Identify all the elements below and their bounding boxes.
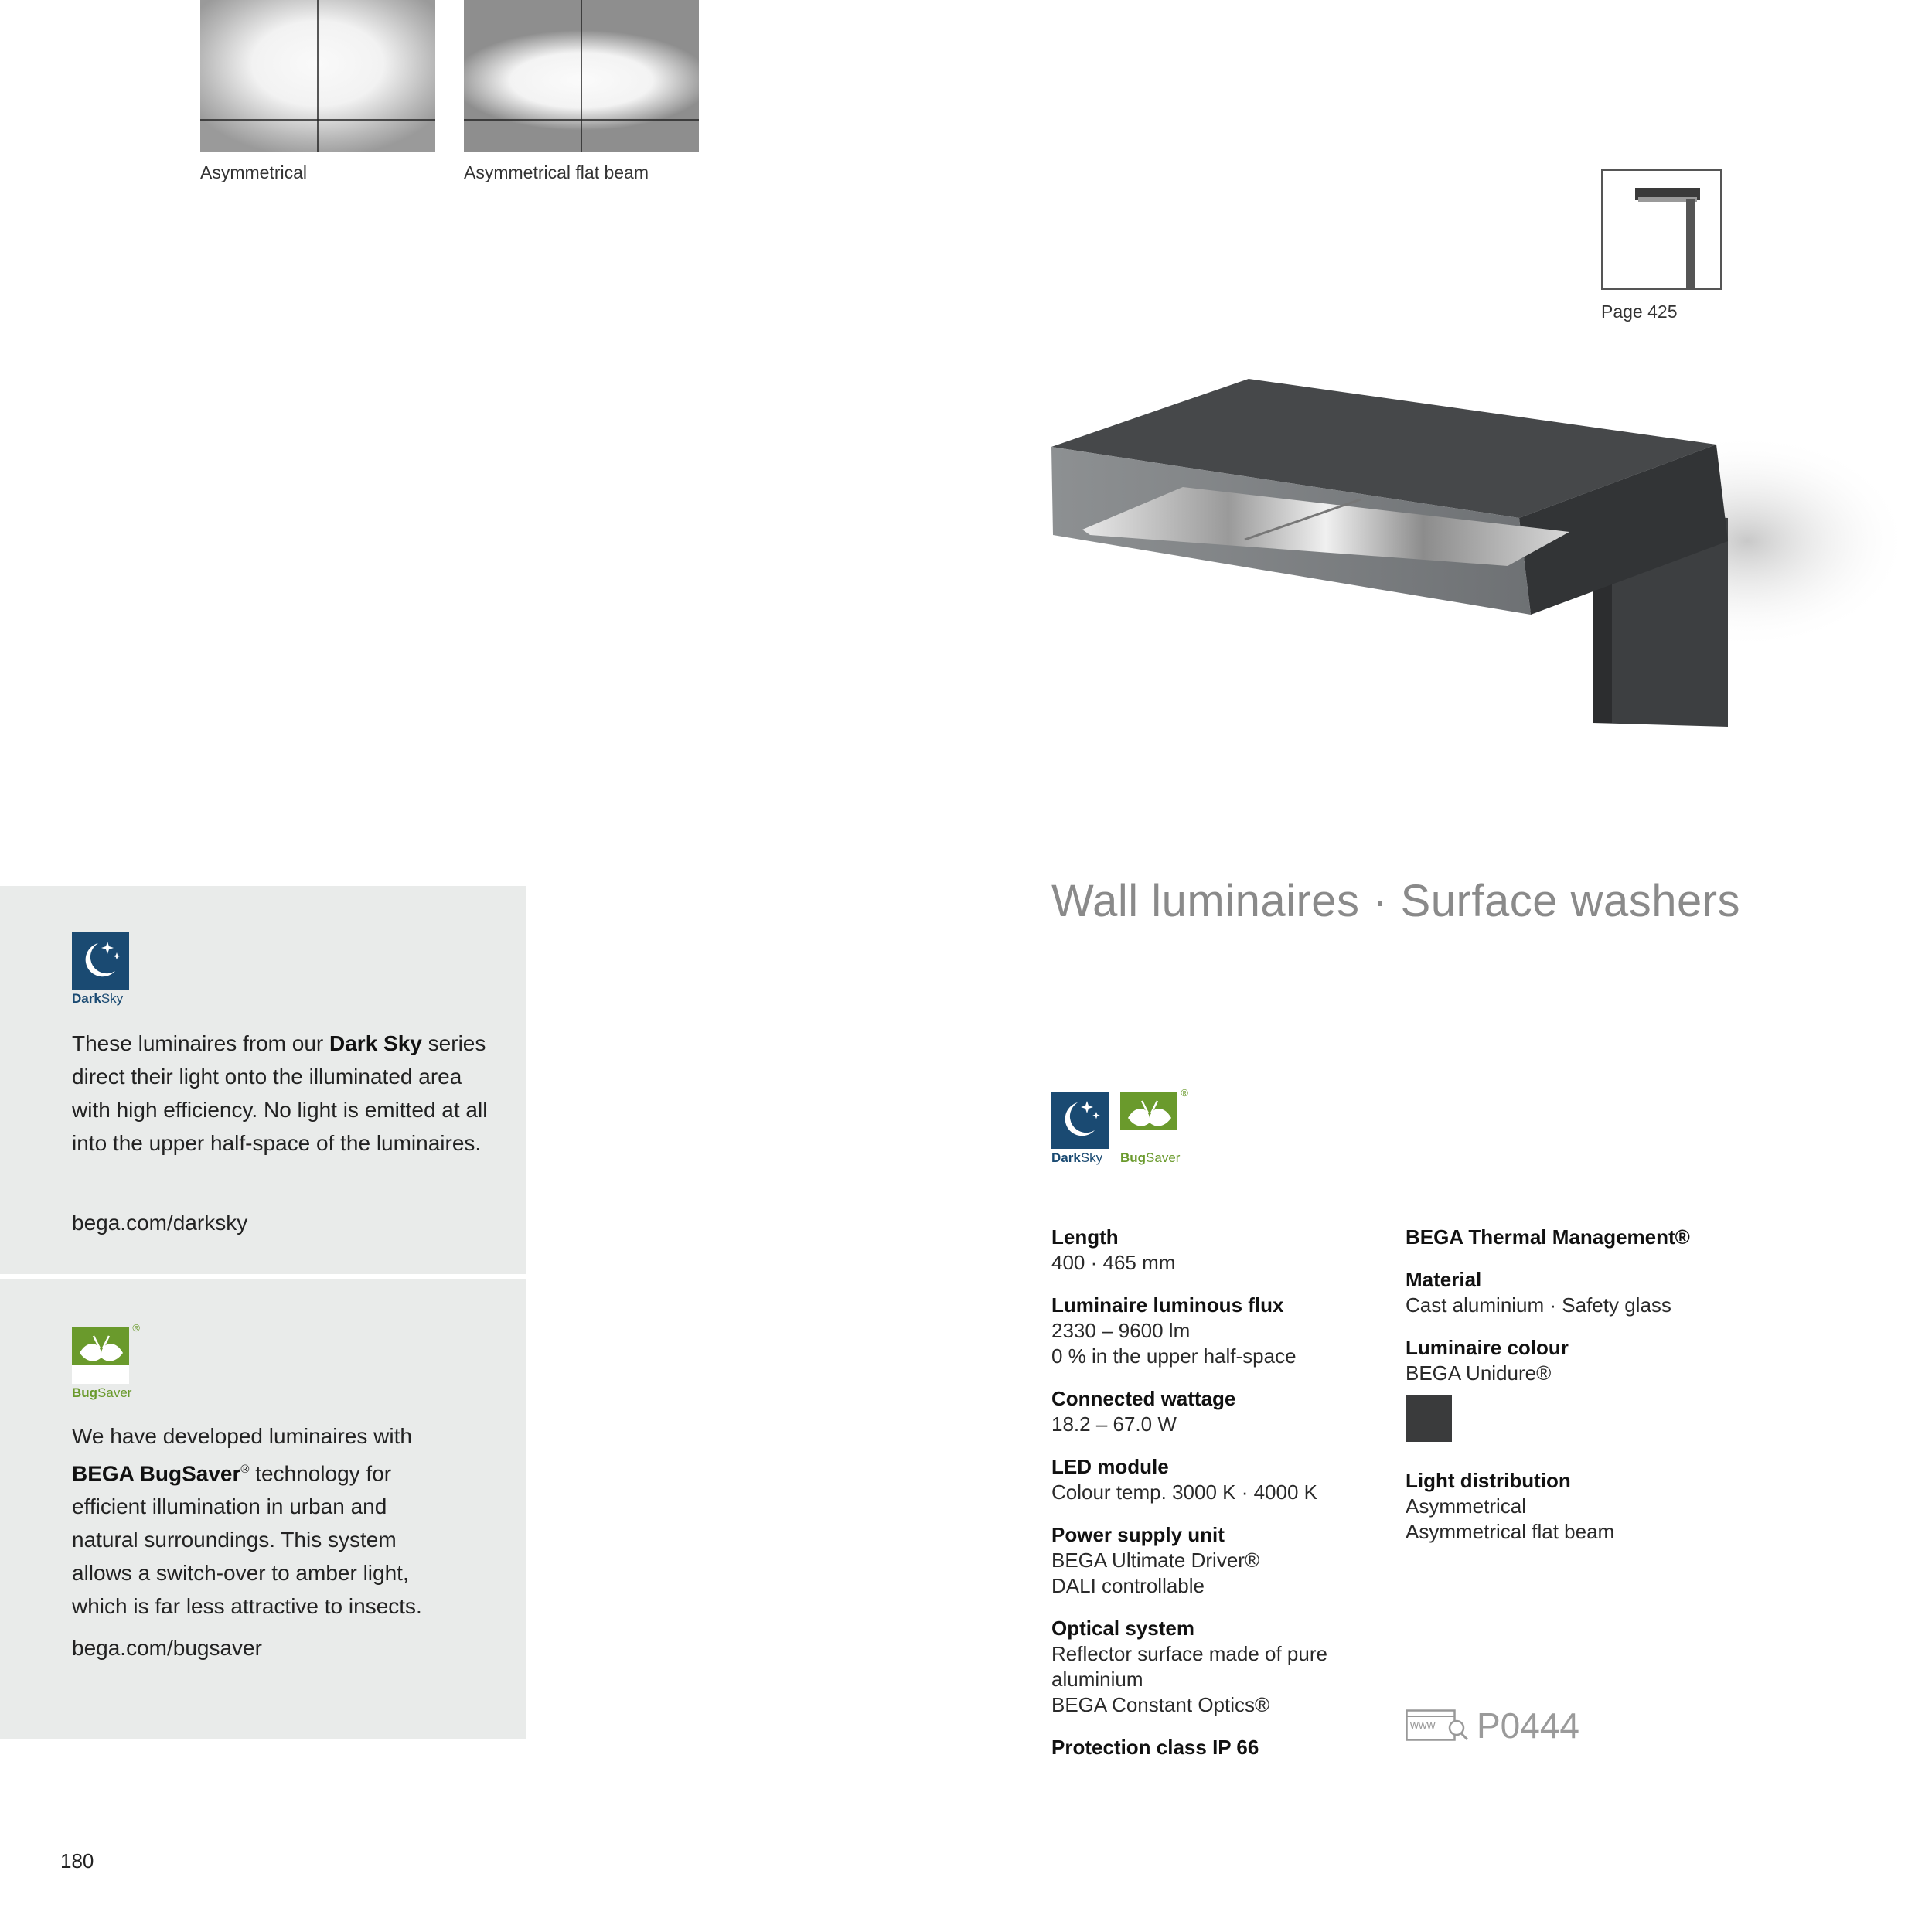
bugsaver-description: We have developed luminaires with BEGA BugSaver® technology for efficient illumination in urban and natural surroundings. This system allows a switch-over to amber light, which is far less attractive to insects. [72, 1424, 422, 1619]
product-code-link[interactable] [1406, 1705, 1579, 1746]
product-photo [1036, 363, 1932, 750]
page-heading: Wall luminaires · Surface washers [1051, 876, 1741, 926]
spec-luminous-flux: Luminaire luminous flux 2330 – 9600 lm 0 % in the upper half-space [1051, 1293, 1297, 1368]
darksky-panel-word2: Sky [101, 991, 124, 1006]
darksky-description: These luminaires from our Dark Sky series direct their light onto the illuminated area with high efficiency. No light is emitted at all into the upper half-space of the luminaires. [72, 1031, 488, 1155]
distribution-asymmetrical-label: Asymmetrical [200, 162, 308, 182]
www-label: www [1410, 1719, 1436, 1732]
bollard-luminaire-icon [1603, 171, 1720, 288]
reference-page-label: Page 425 [1601, 302, 1678, 322]
spec-thermal-management: BEGA Thermal Management® [1406, 1225, 1690, 1249]
bugsaver-badge [1120, 1087, 1188, 1166]
distribution-flat-beam-image [464, 0, 699, 152]
spec-material: Material Cast aluminium · Safety glass [1406, 1268, 1671, 1317]
darksky-panel-word1: Dark [72, 991, 101, 1006]
spec-optical-system: Optical system Reflector surface made of pure aluminium BEGA Constant Optics® [1051, 1617, 1327, 1716]
distribution-flat-beam-label: Asymmetrical flat beam [464, 162, 649, 182]
specs-left-column [1051, 1225, 1384, 1777]
page-number: 180 [60, 1849, 94, 1872]
moth-icon [1120, 1087, 1188, 1149]
product-code: P0444 [1477, 1705, 1580, 1746]
bugsaver-panel-mark: ® [132, 1322, 140, 1334]
bugsaver-panel-badge [72, 1322, 140, 1401]
bugsaver-panel-word2: Saver [97, 1385, 132, 1400]
spec-light-distribution: Light distribution Asymmetrical Asymmetrical flat beam [1406, 1469, 1615, 1543]
moon-stars-icon [72, 932, 129, 990]
spec-luminaire-colour: Luminaire colour BEGA Unidure® [1406, 1335, 1738, 1442]
bugsaver-link[interactable]: bega.com/bugsaver [72, 1636, 262, 1660]
specs-right-column [1406, 1225, 1738, 1562]
darksky-badge-word2: Sky [1080, 1150, 1103, 1165]
spec-length: Length 400 · 465 mm [1051, 1225, 1176, 1274]
colour-swatch [1406, 1395, 1452, 1442]
www-search-icon [1406, 1709, 1470, 1742]
darksky-panel-badge [72, 932, 129, 1007]
distribution-asymmetrical-image [200, 0, 435, 152]
darksky-badge-word1: Dark [1051, 1150, 1081, 1165]
moth-icon [72, 1322, 140, 1384]
spec-led-module: LED module Colour temp. 3000 K · 4000 K [1051, 1455, 1317, 1504]
bugsaver-badge-word1: Bug [1120, 1150, 1147, 1165]
bugsaver-panel-word1: Bug [72, 1385, 98, 1400]
bugsaver-info-panel [0, 1279, 526, 1739]
reference-thumbnail[interactable] [1601, 169, 1722, 290]
spec-connected-wattage: Connected wattage 18.2 – 67.0 W [1051, 1387, 1236, 1436]
bugsaver-badge-mark: ® [1181, 1087, 1188, 1099]
moon-stars-icon [1051, 1092, 1109, 1149]
bugsaver-badge-word2: Saver [1146, 1150, 1181, 1165]
spec-protection-class: Protection class IP 66 [1051, 1736, 1259, 1759]
darksky-link[interactable]: bega.com/darksky [72, 1211, 248, 1235]
darksky-info-panel [0, 886, 526, 1274]
spec-power-supply: Power supply unit BEGA Ultimate Driver® DALI controllable [1051, 1523, 1260, 1597]
darksky-badge [1051, 1092, 1109, 1166]
